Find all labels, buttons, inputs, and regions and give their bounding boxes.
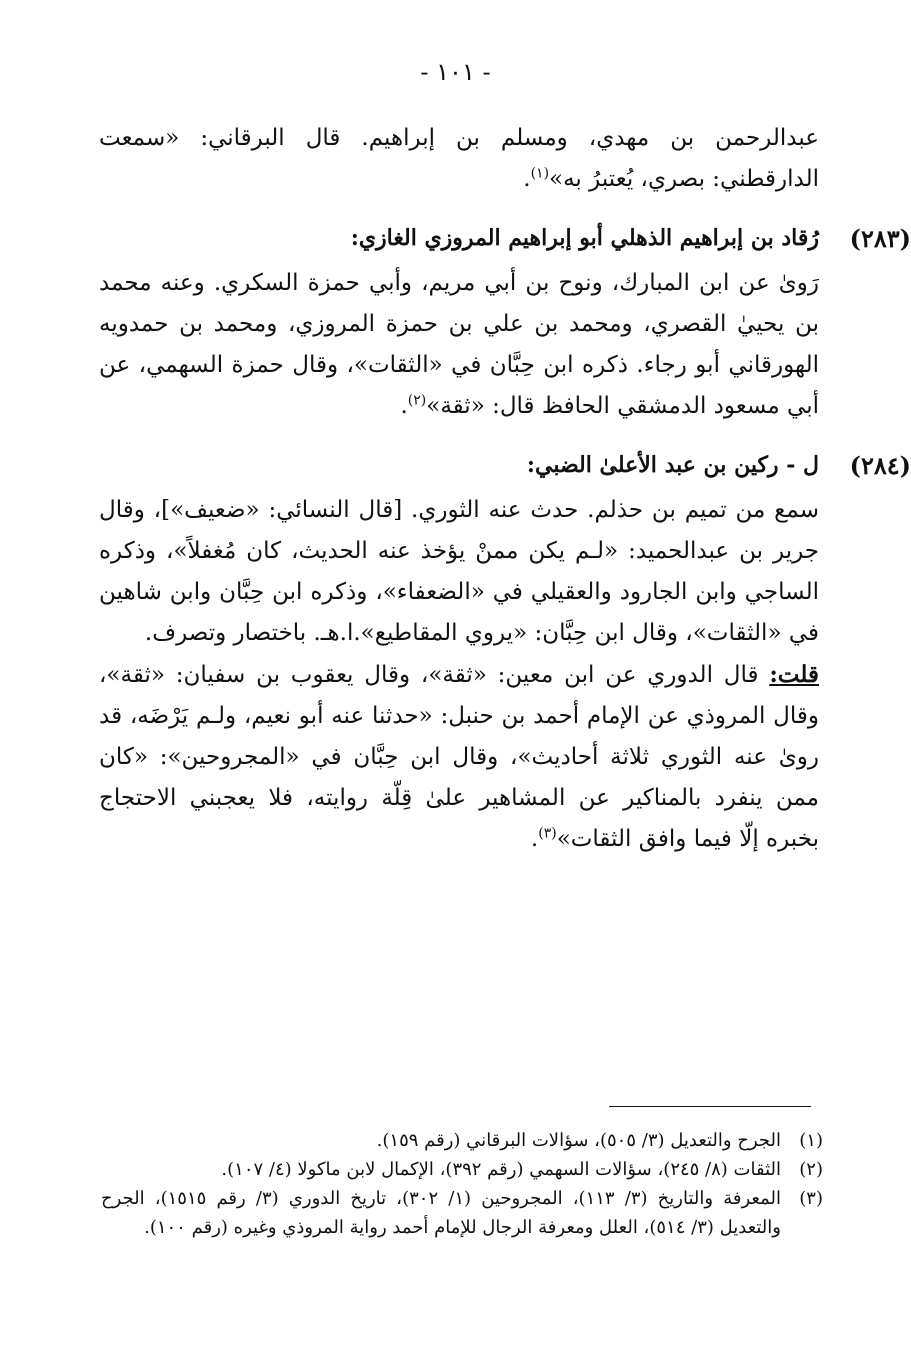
footnote-ref-2[interactable]: (٢) (407, 392, 427, 409)
intro-line1: عبدالرحمن بن مهدي، ومسلم بن إبراهيم. قال البرقاني: «سمعت (99, 125, 819, 151)
footnote-3 (101, 1184, 823, 1242)
editor-note-text: قال الدوري عن ابن معين: «ثقة»، وقال يعقوب بن سفيان: «ثقة»، وقال المروذي عن الإمام أحمد بن حنبل: «حدثنا عنه أبو نعيم، ولـم يَرْضَه، قد روىٰ عنه الثوري ثلاثة أحاديث»، وقال ابن حِبَّان في «المجروحين»: «كان ممن ينفرد بالمناكير عن المشاهير علىٰ قِلّة روايته، فلا يعجبني الاحتجاج بخبره إلّا فيما وافق الثقات» (99, 662, 819, 852)
intro-end: . (523, 166, 531, 192)
footnote-number: (٢) (799, 1159, 823, 1180)
entry-number: (٢٨٣) (849, 224, 911, 253)
main-text (99, 118, 911, 860)
entry-heading: رُقاد بن إبراهيم الذهلي أبو إبراهيم المروزي الغازي: (350, 225, 819, 251)
entry-284 (99, 445, 911, 860)
footnote-text: المعرفة والتاريخ (٣/ ١١٣)، المجروحين (١/ ٣٠٢)، تاريخ الدوري (٣/ رقم ١٥١٥)، الجرح والتعديل (٣/ ٥١٤)، العلل ومعرفة الرجال للإمام أحمد رواية المروذي وغيره (رقم ١٠٠). (101, 1188, 781, 1238)
footnote-number: (٣) (799, 1188, 823, 1209)
editor-note-end: . (530, 826, 539, 852)
footnote-text: الثقات (٨/ ٢٤٥)، سؤالات السهمي (رقم ٣٩٢)، الإكمال لابن ماكولا (٤/ ١٠٧). (221, 1159, 781, 1180)
footnote-2 (101, 1155, 823, 1184)
footnote-number: (١) (799, 1130, 823, 1151)
footnotes (101, 1126, 823, 1242)
intro-line2: الدارقطني: بصري، يُعتبرُ به» (549, 166, 819, 192)
editor-note-label: قلت: (769, 661, 819, 688)
entry-body: سمع من تميم بن حذلم. حدث عنه الثوري. [قال النسائي: «ضعيف»]، وقال جرير بن عبدالحميد: «لـم يكن ممنْ يؤخذ عنه الحديث، كان مُغفلاً»، وذكره الساجي وابن الجارود والعقيلي في «الضعفاء»، وذكره ابن حِبَّان وابن شاهين في «الثقات»، وقال ابن حِبَّان: «يروي المقاطيع».ا.هـ. باختصار وتصرف. (99, 497, 819, 646)
entry-heading: ل - ركين بن عبد الأعلىٰ الضبي: (526, 452, 819, 478)
entry-body (99, 263, 819, 427)
editor-note (99, 654, 819, 860)
footnote-ref-3[interactable]: (٣) (538, 825, 557, 842)
footnote-text: الجرح والتعديل (٣/ ٥٠٥)، سؤالات البرقاني (رقم ١٥٩). (376, 1130, 781, 1151)
entry-body-end: . (400, 393, 408, 419)
entry-number: (٢٨٤) (849, 451, 911, 480)
entry-283 (99, 218, 911, 427)
footnote-separator (609, 1106, 811, 1107)
page-number: - ١٠١ - (420, 58, 491, 86)
footnote-1 (101, 1126, 823, 1155)
entry-body-text: رَوىٰ عن ابن المبارك، ونوح بن أبي مريم، وأبي حمزة السكري. وعنه محمد بن يحييٰ القصري، ومحمد بن علي بن حمزة المروزي، ومحمد بن حمدويه الهورقاني أبو رجاء. ذكره ابن حِبَّان في «الثقات»، وقال حمزة السهمي، عن أبي مسعود الدمشقي الحافظ قال: «ثقة» (99, 270, 819, 419)
footnote-ref-1[interactable]: (١) (530, 165, 550, 182)
intro-paragraph (99, 118, 819, 200)
